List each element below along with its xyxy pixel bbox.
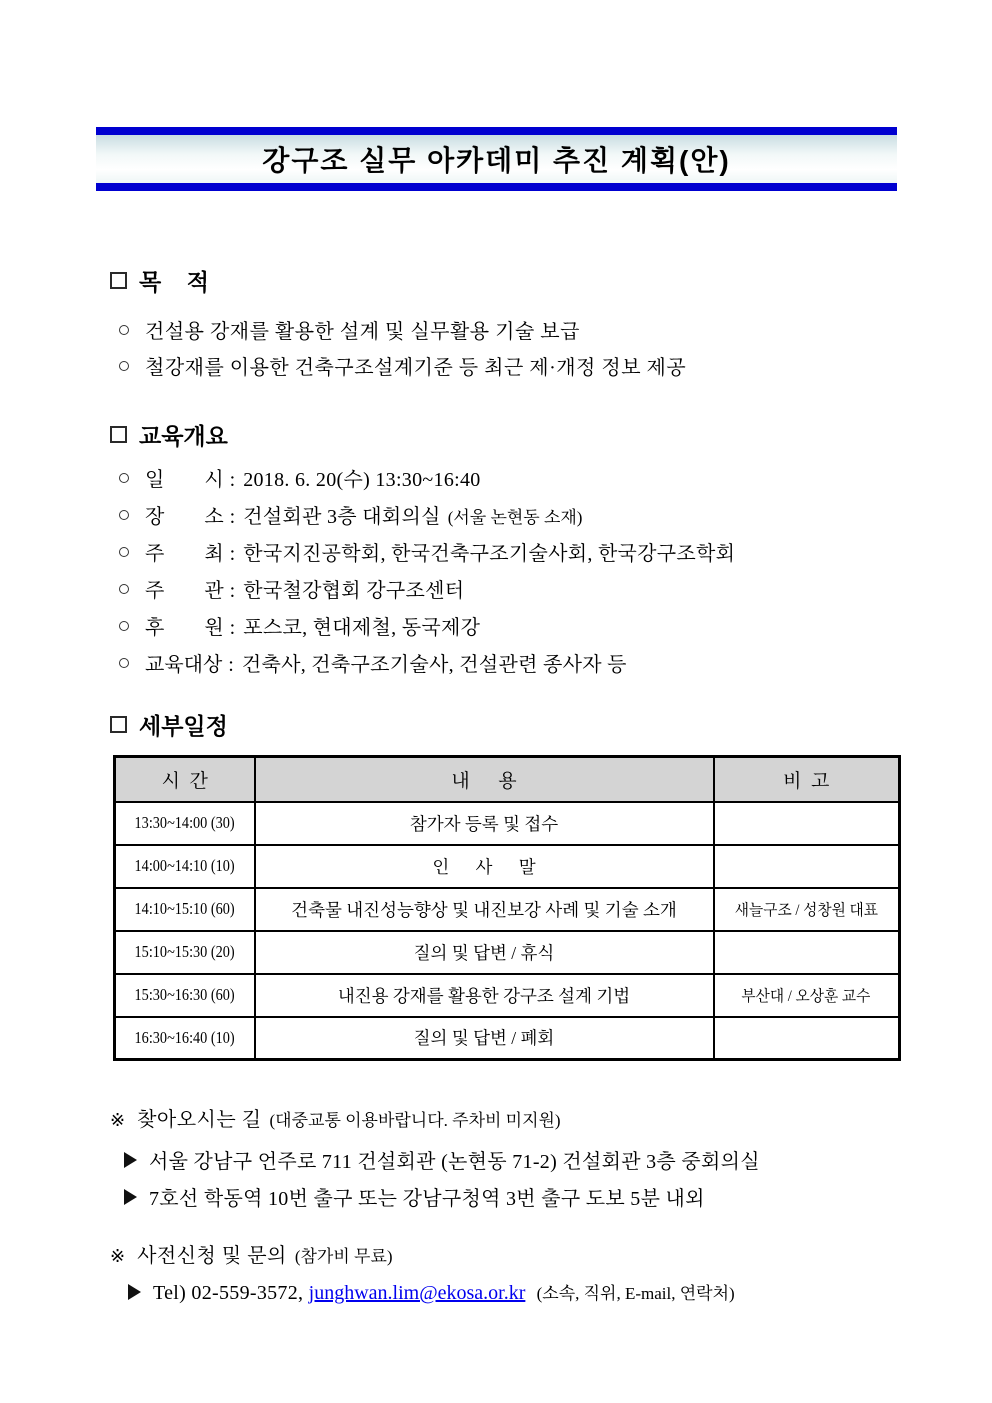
table-row bbox=[115, 1017, 900, 1060]
colon-separator: : bbox=[229, 469, 236, 491]
directions-item-2 bbox=[124, 1182, 705, 1211]
overview-value-note: (서울 논현동 소재) bbox=[447, 508, 583, 527]
col-header-time: 시 간 bbox=[115, 757, 255, 802]
overview-value: 건설회관 3층 대회의실 bbox=[243, 506, 441, 528]
registration-title-note: (참가비 무료) bbox=[294, 1247, 393, 1266]
overview-label: 일 시 bbox=[145, 469, 224, 491]
directions-title-line bbox=[110, 1103, 561, 1132]
purpose-heading-label: 목 적 bbox=[139, 269, 209, 295]
square-bullet-icon bbox=[110, 272, 127, 289]
purpose-bullet-2 bbox=[119, 351, 686, 380]
circle-bullet-icon bbox=[119, 658, 129, 668]
directions-item-2-text: 7호선 학동역 10번 출구 또는 강남구청역 3번 출구 도보 5분 내외 bbox=[149, 1188, 705, 1210]
col-header-note: 비 고 bbox=[714, 757, 900, 802]
colon-separator: : bbox=[229, 543, 236, 565]
colon-separator: : bbox=[229, 506, 236, 528]
reference-mark-icon: ※ bbox=[110, 1110, 126, 1131]
colon-separator: : bbox=[228, 654, 234, 676]
overview-item-audience bbox=[119, 648, 627, 677]
overview-label: 주 관 bbox=[145, 580, 224, 602]
row-content: 인 사 말 bbox=[432, 856, 536, 877]
directions-title: 찾아오시는 길 bbox=[137, 1109, 262, 1131]
circle-bullet-icon bbox=[119, 621, 129, 631]
schedule-header-row bbox=[115, 757, 900, 802]
overview-label: 장 소 bbox=[145, 506, 224, 528]
row-time: 15:10~15:30 (20) bbox=[134, 942, 235, 961]
banner-top-bar bbox=[96, 127, 897, 135]
purpose-bullet-1 bbox=[119, 315, 580, 344]
row-time: 13:30~14:00 (30) bbox=[134, 813, 235, 832]
schedule-heading-label: 세부일정 bbox=[139, 713, 228, 739]
reference-mark-icon: ※ bbox=[110, 1246, 126, 1267]
registration-title: 사전신청 및 문의 bbox=[137, 1245, 287, 1267]
email-note: (소속, 직위, E-mail, 연락처) bbox=[532, 1284, 735, 1303]
table-row bbox=[115, 802, 900, 845]
overview-item-datetime bbox=[119, 463, 481, 492]
section-heading-purpose bbox=[110, 264, 209, 297]
circle-bullet-icon bbox=[119, 547, 129, 557]
overview-value: 한국철강협회 강구조센터 bbox=[243, 580, 465, 602]
row-content: 건축물 내진성능향상 및 내진보강 사례 및 기술 소개 bbox=[291, 899, 677, 920]
row-content: 질의 및 답변 / 폐회 bbox=[413, 1028, 555, 1049]
purpose-bullet-2-text: 철강재를 이용한 건축구조설계기준 등 최근 제·개정 정보 제공 bbox=[145, 357, 687, 379]
arrow-bullet-icon bbox=[124, 1189, 137, 1205]
row-time: 14:00~14:10 (10) bbox=[134, 856, 235, 875]
circle-bullet-icon bbox=[119, 473, 129, 483]
title-banner bbox=[96, 127, 897, 191]
registration-title-line bbox=[110, 1239, 393, 1268]
table-row bbox=[115, 845, 900, 888]
colon-separator: : bbox=[229, 580, 236, 602]
row-content: 내진용 강재를 활용한 강구조 설계 기법 bbox=[337, 985, 631, 1006]
square-bullet-icon bbox=[110, 426, 127, 443]
square-bullet-icon bbox=[110, 716, 127, 733]
overview-label: 교육대상 bbox=[145, 654, 223, 676]
col-header-content: 내 용 bbox=[255, 757, 714, 802]
section-heading-schedule bbox=[110, 708, 228, 741]
circle-bullet-icon bbox=[119, 361, 129, 371]
circle-bullet-icon bbox=[119, 325, 129, 335]
circle-bullet-icon bbox=[119, 510, 129, 520]
overview-value: 한국지진공학회, 한국건축구조기술사회, 한국강구조학회 bbox=[243, 543, 736, 565]
directions-title-note: (대중교통 이용바랍니다. 주차비 미지원) bbox=[269, 1111, 561, 1130]
overview-label: 후 원 bbox=[145, 617, 224, 639]
overview-value: 포스코, 현대제철, 동국제강 bbox=[243, 617, 481, 639]
purpose-bullet-1-text: 건설용 강재를 활용한 설계 및 실무활용 기술 보급 bbox=[145, 321, 580, 343]
row-time: 15:30~16:30 (60) bbox=[134, 985, 235, 1004]
overview-label: 주 최 bbox=[145, 543, 224, 565]
row-time: 16:30~16:40 (10) bbox=[134, 1027, 235, 1047]
table-row bbox=[115, 974, 900, 1017]
banner-body bbox=[96, 135, 897, 183]
overview-item-place bbox=[119, 500, 582, 529]
row-content: 참가자 등록 및 접수 bbox=[409, 813, 559, 834]
row-content: 질의 및 답변 / 휴식 bbox=[413, 942, 555, 963]
tel-text: Tel) 02-559-3572, bbox=[153, 1282, 309, 1304]
table-row bbox=[115, 888, 900, 931]
overview-heading-label: 교육개요 bbox=[139, 423, 228, 449]
overview-item-organizer bbox=[119, 574, 464, 603]
directions-item-1-text: 서울 강남구 언주로 711 건설회관 (논현동 71-2) 건설회관 3층 중회의실 bbox=[149, 1151, 760, 1173]
banner-bottom-bar bbox=[96, 183, 897, 191]
circle-bullet-icon bbox=[119, 584, 129, 594]
arrow-bullet-icon bbox=[124, 1152, 137, 1168]
row-note: 새늘구조 / 성창원 대표 bbox=[734, 902, 878, 919]
overview-item-sponsor bbox=[119, 611, 480, 640]
page-title: 강구조 실무 아카데미 추진 계획(안) bbox=[262, 145, 731, 176]
overview-item-host bbox=[119, 537, 735, 566]
overview-value: 건축사, 건축구조기술사, 건설관련 종사자 등 bbox=[241, 654, 627, 676]
email-link[interactable]: junghwan.lim@ekosa.or.kr bbox=[308, 1282, 526, 1304]
section-heading-overview bbox=[110, 418, 228, 451]
arrow-bullet-icon bbox=[128, 1284, 141, 1300]
schedule-table bbox=[113, 755, 901, 1061]
table-row bbox=[115, 931, 900, 974]
colon-separator: : bbox=[229, 617, 236, 639]
registration-contact-line bbox=[128, 1279, 735, 1305]
row-note: 부산대 / 오상훈 교수 bbox=[741, 988, 871, 1005]
directions-item-1 bbox=[124, 1145, 760, 1174]
row-time: 14:10~15:10 (60) bbox=[134, 899, 235, 918]
overview-value: 2018. 6. 20(수) 13:30~16:40 bbox=[243, 469, 481, 491]
